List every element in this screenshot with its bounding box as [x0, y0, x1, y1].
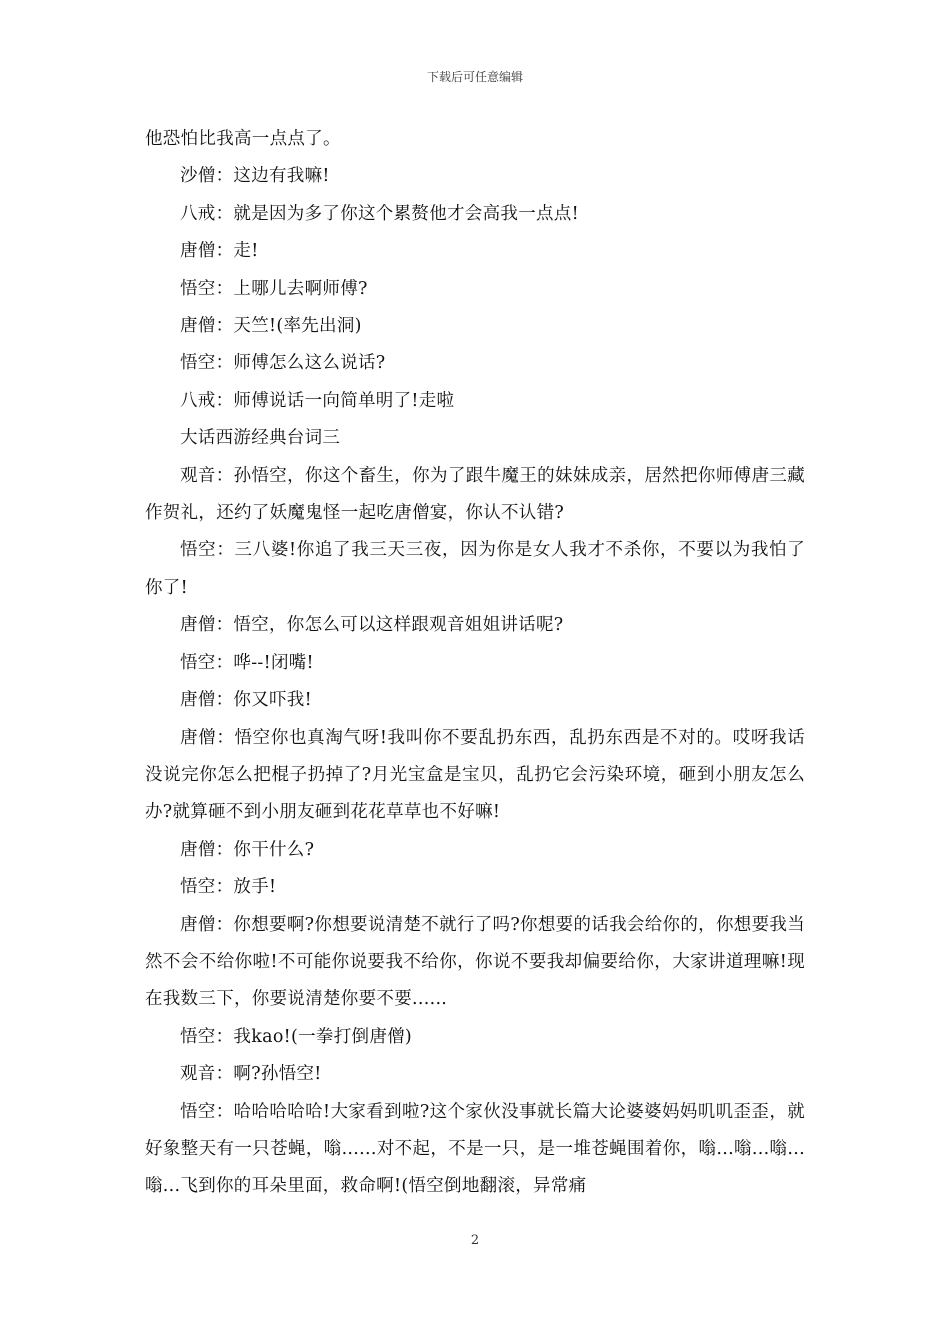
dialogue-line: 唐僧：你又吓我!	[180, 690, 312, 711]
dialogue-line: 悟空：上哪儿去啊师傅?	[180, 278, 368, 299]
dialogue-line: 唐僧：你干什么?	[180, 839, 315, 860]
dialogue-line: 观音：孙悟空，你这个畜生，你为了跟牛魔王的妹妹成亲，居然把你师傅唐三藏作贺礼，还约了妖魔鬼怪一起吃唐僧宴，你认不认错?	[145, 465, 805, 524]
dialogue-line: 唐僧：天竺!(率先出洞)	[180, 316, 362, 337]
dialogue-line: 八戒：就是因为多了你这个累赘他才会高我一点点!	[180, 203, 579, 224]
dialogue-line: 悟空：三八婆!你追了我三天三夜，因为你是女人我才不杀你，不要以为我怕了你了!	[145, 540, 805, 598]
page-header: 下载后可任意编辑	[426, 70, 523, 84]
dialogue-line: 沙僧：这边有我嘛!	[180, 166, 330, 187]
dialogue-line: 悟空：放手!	[180, 877, 277, 898]
dialogue-line: 悟空：哈哈哈哈哈!大家看到啦?这个家伙没事就长篇大论婆婆妈妈叽叽歪歪，就好象整天有一只苍蝇，嗡......对不起，不是一只，是一堆苍蝇围着你，嗡...嗡...嗡...嗡...飞到你的耳朵里面，救命啊!(悟空倒地翻滚，异常痛	[145, 1101, 805, 1197]
paragraph-continuation: 他恐怕比我高一点点了。	[145, 129, 341, 149]
dialogue-line: 观音：啊?孙悟空!	[180, 1064, 322, 1085]
dialogue-line: 悟空：师傅怎么这么说话?	[180, 353, 386, 374]
dialogue-line: 八戒：师傅说话一向简单明了!走啦	[180, 390, 455, 411]
dialogue-line: 唐僧：走!	[180, 241, 259, 262]
dialogue-line: 唐僧：悟空你也真淘气呀!我叫你不要乱扔东西，乱扔东西是不对的。哎呀我话没说完你怎么把棍子扔掉了?月光宝盒是宝贝，乱扔它会污染环境，砸到小朋友怎么办?就算砸不到小朋友砸到花花草草也不好嘛!	[145, 727, 805, 823]
dialogue-line: 悟空：哗--!闭嘴!	[180, 652, 314, 673]
dialogue-line: 悟空：我kao!(一拳打倒唐僧)	[180, 1026, 413, 1047]
dialogue-line: 唐僧：你想要啊?你想要说清楚不就行了吗?你想要的话我会给你的，你想要我当然不会不给你啦!不可能你说要我不给你，你说不要我却偏要给你，大家讲道理嘛!现在我数三下，你要说清楚你要不要......	[145, 914, 805, 1010]
section-heading: 大话西游经典台词三	[180, 428, 341, 449]
dialogue-line: 唐僧：悟空，你怎么可以这样跟观音姐姐讲话呢?	[180, 615, 564, 636]
document-body	[145, 121, 805, 1206]
page-number: 2	[470, 1233, 480, 1248]
